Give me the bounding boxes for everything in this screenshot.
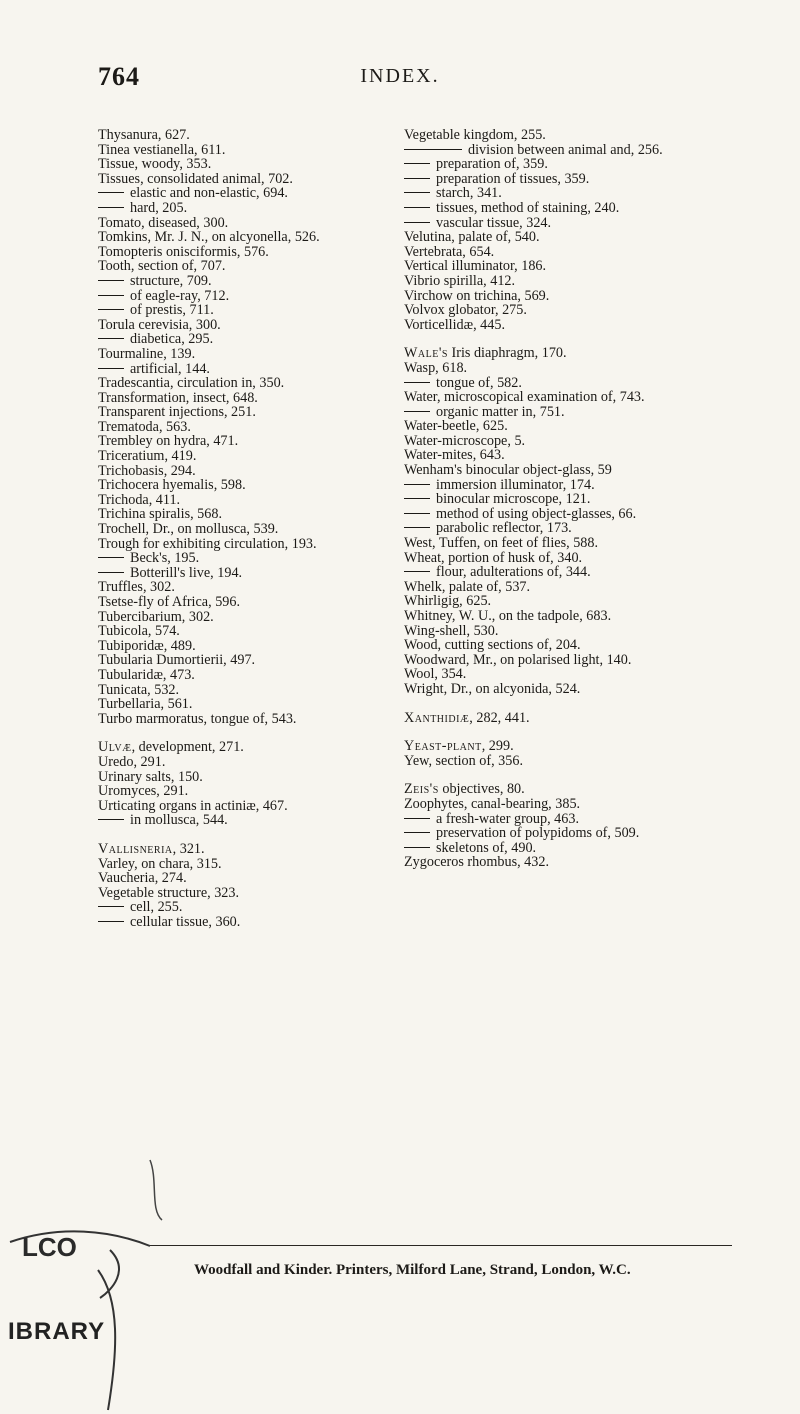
- stamp-library-text: IBRARY: [8, 1318, 106, 1345]
- index-entry: [404, 434, 730, 449]
- index-entry: [404, 739, 730, 754]
- printer-imprint: Woodfall and Kinder. Printers, Milford Lane, Strand, London, W.C.: [194, 1262, 631, 1278]
- ditto-dash: [404, 222, 430, 223]
- section-gap: [404, 697, 730, 711]
- entry-text: binocular microscope, 121.: [436, 491, 591, 508]
- index-entry: [404, 797, 730, 812]
- index-entry: [404, 346, 730, 361]
- index-entry: [98, 842, 388, 857]
- entry-text: cell, 255.: [130, 899, 183, 916]
- index-entry: [98, 712, 388, 727]
- index-entry: [404, 826, 730, 841]
- entry-text: Tomkins, Mr. J. N., on alcyonella, 526.: [98, 229, 320, 246]
- index-entry: [98, 915, 388, 930]
- entry-text: Tomopteris onisciformis, 576.: [98, 243, 269, 260]
- entry-text: vascular tissue, 324.: [436, 214, 552, 231]
- index-entry: [404, 478, 730, 493]
- index-entry: [98, 595, 388, 610]
- index-entry: [98, 289, 388, 304]
- entry-text: Whelk, palate of, 537.: [404, 578, 531, 595]
- index-entry: [98, 172, 388, 187]
- ditto-dash: [404, 149, 462, 150]
- entry-text: Tsetse-fly of Africa, 596.: [98, 594, 241, 610]
- index-entry: [98, 857, 388, 872]
- entry-text: Velutina, palate of, 540.: [404, 229, 540, 246]
- ditto-dash: [98, 572, 124, 573]
- index-entry: [404, 172, 730, 187]
- entry-text: in mollusca, 544.: [130, 812, 228, 829]
- entry-text: Trembley on hydra, 471.: [98, 433, 239, 450]
- entry-text: Tooth, section of, 707.: [98, 258, 226, 275]
- entry-text: parabolic reflector, 173.: [436, 520, 572, 537]
- ditto-dash: [98, 557, 124, 558]
- index-entry: [404, 274, 730, 289]
- index-entry: [98, 624, 388, 639]
- index-entry: [98, 551, 388, 566]
- ditto-dash: [404, 484, 430, 485]
- entry-text: Wood, cutting sections of, 204.: [404, 637, 581, 654]
- running-head: INDEX.: [360, 65, 440, 87]
- index-entry: [98, 566, 388, 581]
- entry-text: Vegetable kingdom, 255.: [404, 127, 546, 143]
- page-number: 764: [98, 62, 140, 91]
- index-column-left: [98, 128, 388, 929]
- ditto-dash: [404, 498, 430, 499]
- entry-text: Tubercibarium, 302.: [98, 608, 214, 625]
- entry-text: Water, microscopical examination of, 743.: [404, 389, 645, 406]
- index-entry: [98, 813, 388, 828]
- ditto-dash: [98, 921, 124, 922]
- entry-text: artificial, 144.: [130, 360, 210, 377]
- section-gap: [98, 726, 388, 740]
- entry-text: of eagle-ray, 712.: [130, 287, 230, 304]
- entry-text: elastic and non-elastic, 694.: [130, 185, 288, 202]
- entry-lead-word: Yeast-plant: [404, 738, 482, 755]
- index-entry: [404, 361, 730, 376]
- index-entry: [404, 405, 730, 420]
- entry-text: Truffles, 302.: [98, 579, 175, 596]
- ditto-dash: [404, 207, 430, 208]
- index-entry: [98, 391, 388, 406]
- entry-text: Vibrio spirilla, 412.: [404, 272, 516, 289]
- ditto-dash: [98, 906, 124, 907]
- index-entry: [404, 492, 730, 507]
- entry-text: Tourmaline, 139.: [98, 345, 196, 362]
- index-entry: [98, 420, 388, 435]
- entry-text: Wool, 354.: [404, 666, 467, 683]
- index-entry: [98, 697, 388, 712]
- entry-lead-word: Xanthidiæ: [404, 709, 470, 726]
- entry-text: , 321.: [172, 840, 205, 857]
- entry-text: Triceratium, 419.: [98, 448, 197, 465]
- index-entry: [404, 245, 730, 260]
- ditto-dash: [404, 571, 430, 572]
- entry-text: Zoophytes, canal-bearing, 385.: [404, 795, 581, 812]
- index-entry: [404, 157, 730, 172]
- index-entry: [404, 259, 730, 274]
- ditto-dash: [404, 847, 430, 848]
- index-entry: [404, 230, 730, 245]
- ditto-dash: [404, 411, 430, 412]
- entry-text: tongue of, 582.: [436, 374, 522, 391]
- ditto-dash: [404, 818, 430, 819]
- entry-text: Wasp, 618.: [404, 359, 468, 376]
- index-entry: [98, 318, 388, 333]
- index-entry: [98, 755, 388, 770]
- index-entry: [98, 740, 388, 755]
- entry-text: Wing-shell, 530.: [404, 622, 499, 639]
- index-entry: [404, 201, 730, 216]
- entry-text: Vertebrata, 654.: [404, 243, 495, 260]
- entry-text: Iris diaphragm, 170.: [447, 345, 567, 362]
- entry-text: Tubicola, 574.: [98, 623, 180, 640]
- entry-lead-word: Wale's: [404, 345, 448, 362]
- index-entry: [404, 128, 730, 143]
- index-entry: [98, 886, 388, 901]
- ditto-dash: [98, 192, 124, 193]
- index-entry: [404, 667, 730, 682]
- index-entry: [404, 419, 730, 434]
- index-entry: [98, 230, 388, 245]
- index-entry: [98, 478, 388, 493]
- section-gap: [404, 332, 730, 346]
- entry-lead-word: Zeis's: [404, 781, 439, 798]
- index-entry: [98, 434, 388, 449]
- ditto-dash: [98, 338, 124, 339]
- index-entry: [404, 624, 730, 639]
- index-entry: [404, 609, 730, 624]
- ditto-dash: [404, 178, 430, 179]
- index-entry: [98, 580, 388, 595]
- entry-text: Whirligig, 625.: [404, 593, 492, 610]
- index-column-right: [404, 128, 730, 870]
- entry-text: Tomato, diseased, 300.: [98, 214, 229, 231]
- entry-lead-word: Ulvæ: [98, 739, 132, 756]
- entry-text: preparation of tissues, 359.: [436, 170, 590, 187]
- index-entry: [98, 216, 388, 231]
- entry-text: Urticating organs in actiniæ, 467.: [98, 797, 288, 814]
- entry-lead-word: Vallisneria: [98, 840, 173, 857]
- entry-text: Turbellaria, 561.: [98, 696, 193, 713]
- entry-text: Vertical illuminator, 186.: [404, 258, 547, 275]
- entry-text: structure, 709.: [130, 272, 212, 289]
- index-entry: [404, 143, 730, 158]
- entry-text: Uromyces, 291.: [98, 783, 189, 800]
- index-entry: [98, 871, 388, 886]
- library-stamp: [0, 1150, 200, 1414]
- index-entry: [404, 303, 730, 318]
- entry-text: Water-beetle, 625.: [404, 418, 508, 435]
- entry-text: Vaucheria, 274.: [98, 870, 187, 887]
- index-entry: [404, 782, 730, 797]
- entry-text: objectives, 80.: [438, 781, 525, 798]
- entry-text: Trochell, Dr., on mollusca, 539.: [98, 521, 279, 538]
- entry-text: hard, 205.: [130, 199, 188, 216]
- entry-text: Transformation, insect, 648.: [98, 389, 258, 406]
- index-entry: [98, 128, 388, 143]
- index-entry: [404, 186, 730, 201]
- entry-text: Water-mites, 643.: [404, 447, 505, 464]
- entry-text: immersion illuminator, 174.: [436, 476, 595, 493]
- index-entry: [98, 332, 388, 347]
- entry-text: Vorticellidæ, 445.: [404, 316, 506, 333]
- index-entry: [98, 507, 388, 522]
- index-entry: [98, 274, 388, 289]
- index-entry: [404, 289, 730, 304]
- index-entry: [98, 376, 388, 391]
- entry-text: organic matter in, 751.: [436, 403, 565, 420]
- entry-text: Thysanura, 627.: [98, 127, 190, 143]
- ditto-dash: [404, 192, 430, 193]
- entry-text: Trematoda, 563.: [98, 418, 191, 435]
- index-entry: [404, 463, 730, 478]
- entry-text: West, Tuffen, on feet of flies, 588.: [404, 535, 599, 552]
- index-entry: [404, 841, 730, 856]
- index-entry: [98, 900, 388, 915]
- index-entry: [98, 770, 388, 785]
- entry-text: Wheat, portion of husk of, 340.: [404, 549, 583, 566]
- index-entry: [98, 143, 388, 158]
- ditto-dash: [404, 382, 430, 383]
- entry-text: starch, 341.: [436, 185, 502, 202]
- index-entry: [404, 565, 730, 580]
- entry-text: Tradescantia, circulation in, 350.: [98, 375, 285, 392]
- index-entry: [404, 594, 730, 609]
- entry-text: Volvox globator, 275.: [404, 302, 527, 319]
- index-entry: [98, 405, 388, 420]
- index-entry: [404, 507, 730, 522]
- entry-text: a fresh-water group, 463.: [436, 810, 580, 827]
- entry-text: Torula cerevisia, 300.: [98, 316, 221, 333]
- index-entry: [98, 347, 388, 362]
- index-entry: [98, 245, 388, 260]
- index-entry: [404, 551, 730, 566]
- index-entry: [404, 216, 730, 231]
- index-entry: [98, 537, 388, 552]
- ditto-dash: [404, 527, 430, 528]
- index-entry: [98, 449, 388, 464]
- ditto-dash: [404, 513, 430, 514]
- entry-text: cellular tissue, 360.: [130, 913, 241, 930]
- entry-text: Wright, Dr., on alcyonida, 524.: [404, 680, 581, 697]
- entry-text: division between animal and, 256.: [468, 141, 663, 158]
- entry-text: preservation of polypidoms of, 509.: [436, 825, 640, 842]
- index-entry: [404, 855, 730, 870]
- index-entry: [98, 464, 388, 479]
- entry-text: Tissues, consolidated animal, 702.: [98, 170, 293, 187]
- index-entry: [98, 157, 388, 172]
- ditto-dash: [98, 309, 124, 310]
- section-gap: [404, 768, 730, 782]
- index-entry: [98, 522, 388, 537]
- entry-text: Urinary salts, 150.: [98, 768, 203, 785]
- index-entry: [404, 653, 730, 668]
- entry-text: Trichoda, 411.: [98, 491, 181, 508]
- entry-text: of prestis, 711.: [130, 302, 214, 319]
- index-entry: [404, 812, 730, 827]
- index-entry: [98, 639, 388, 654]
- entry-text: , development, 271.: [131, 739, 244, 756]
- ditto-dash: [404, 163, 430, 164]
- index-entry: [98, 683, 388, 698]
- ditto-dash: [404, 832, 430, 833]
- entry-text: Turbo marmoratus, tongue of, 543.: [98, 710, 297, 727]
- entry-text: Beck's, 195.: [130, 550, 200, 567]
- index-entry: [98, 201, 388, 216]
- section-gap: [404, 725, 730, 739]
- entry-text: Tunicata, 532.: [98, 681, 180, 698]
- entry-text: Tubiporidæ, 489.: [98, 637, 196, 654]
- entry-text: Transparent injections, 251.: [98, 404, 256, 421]
- index-entry: [98, 610, 388, 625]
- entry-text: skeletons of, 490.: [436, 839, 537, 856]
- index-entry: [404, 521, 730, 536]
- ditto-dash: [98, 280, 124, 281]
- index-entry: [98, 259, 388, 274]
- entry-text: method of using object-glasses, 66.: [436, 505, 637, 522]
- index-entry: [404, 711, 730, 726]
- index-entry: [404, 536, 730, 551]
- ditto-dash: [98, 207, 124, 208]
- entry-text: preparation of, 359.: [436, 156, 548, 173]
- index-entry: [404, 754, 730, 769]
- entry-text: Virchow on trichina, 569.: [404, 287, 550, 304]
- index-entry: [404, 682, 730, 697]
- section-gap: [98, 828, 388, 842]
- entry-text: , 282, 441.: [469, 709, 530, 726]
- entry-text: Tissue, woody, 353.: [98, 156, 212, 173]
- index-entry: [404, 448, 730, 463]
- index-entry: [404, 390, 730, 405]
- entry-text: Vegetable structure, 323.: [98, 884, 240, 901]
- entry-text: Tinea vestianella, 611.: [98, 141, 226, 158]
- footer-rule: [148, 1245, 732, 1246]
- ditto-dash: [98, 368, 124, 369]
- index-entry: [98, 653, 388, 668]
- index-entry: [98, 668, 388, 683]
- entry-text: Trough for exhibiting circulation, 193.: [98, 535, 317, 552]
- index-entry: [404, 376, 730, 391]
- index-entry: [98, 362, 388, 377]
- entry-text: Wenham's binocular object-glass, 59: [404, 462, 612, 479]
- index-entry: [98, 493, 388, 508]
- entry-text: Trichobasis, 294.: [98, 462, 196, 479]
- entry-text: Whitney, W. U., on the tadpole, 683.: [404, 608, 612, 624]
- entry-text: diabetica, 295.: [130, 331, 214, 348]
- entry-text: tissues, method of staining, 240.: [436, 199, 620, 216]
- entry-text: Varley, on chara, 315.: [98, 855, 222, 872]
- entry-text: Botterill's live, 194.: [130, 564, 243, 581]
- index-entry: [98, 799, 388, 814]
- entry-text: Water-microscope, 5.: [404, 432, 526, 449]
- entry-text: Tubularia Dumortierii, 497.: [98, 652, 256, 669]
- entry-text: Trichina spiralis, 568.: [98, 506, 223, 523]
- entry-text: , 299.: [481, 738, 514, 755]
- entry-text: Tubularidæ, 473.: [98, 666, 195, 683]
- ditto-dash: [98, 819, 124, 820]
- ditto-dash: [98, 295, 124, 296]
- entry-text: Zygoceros rhombus, 432.: [404, 854, 550, 871]
- index-entry: [98, 303, 388, 318]
- entry-text: Woodward, Mr., on polarised light, 140.: [404, 651, 632, 668]
- index-entry: [98, 186, 388, 201]
- index-entry: [404, 638, 730, 653]
- entry-text: flour, adulterations of, 344.: [436, 564, 591, 581]
- index-entry: [98, 784, 388, 799]
- index-entry: [404, 318, 730, 333]
- entry-text: Uredo, 291.: [98, 753, 166, 770]
- stamp-top-text: LCO: [22, 1232, 77, 1262]
- entry-text: Yew, section of, 356.: [404, 752, 524, 769]
- entry-text: Trichocera hyemalis, 598.: [98, 477, 246, 494]
- index-entry: [404, 580, 730, 595]
